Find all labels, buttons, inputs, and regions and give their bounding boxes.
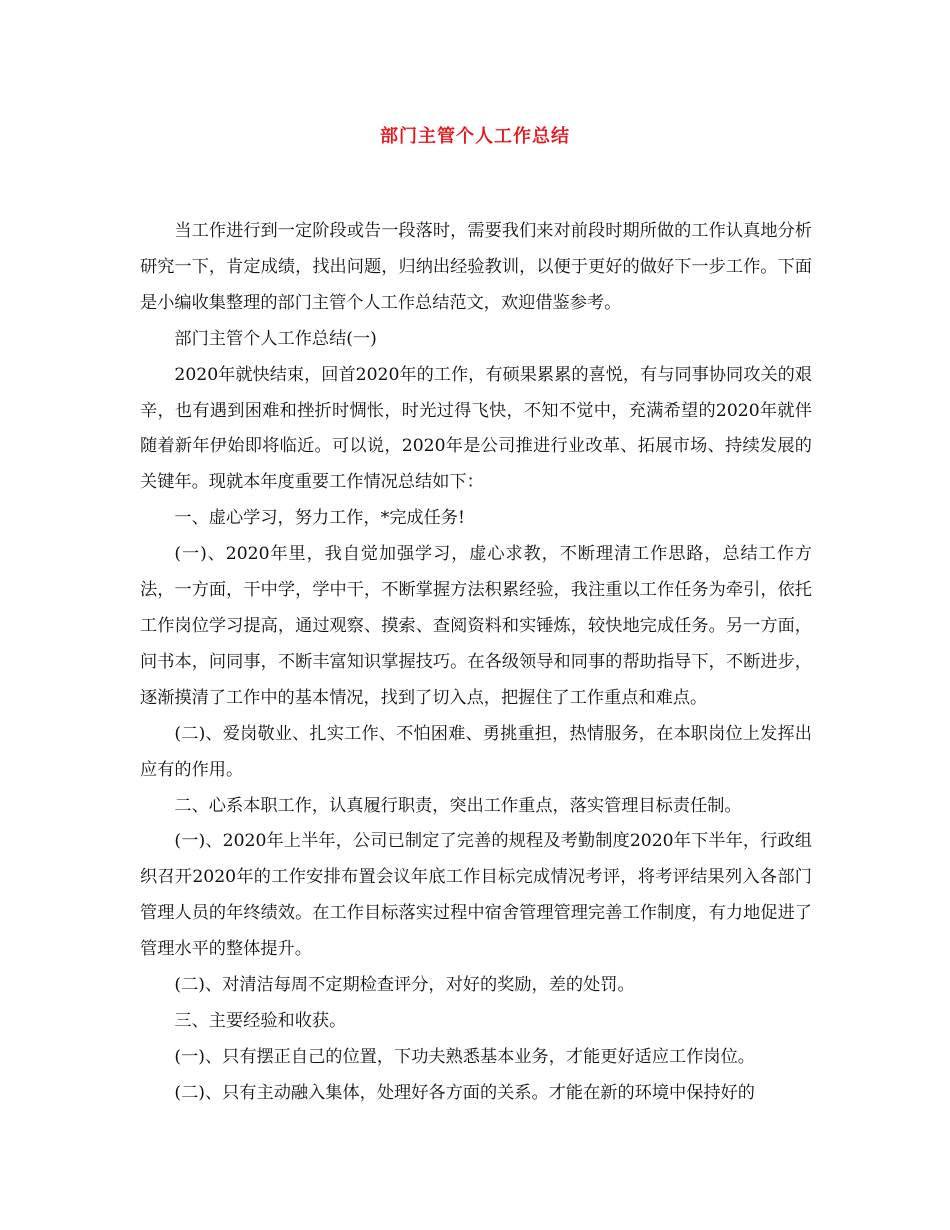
subheading: 二、心系本职工作，认真履行职责，突出工作重点，落实管理目标责任制。 <box>174 795 742 816</box>
paragraph: (二)、爱岗敬业、扎实工作、不怕困难、勇挑重担，热情服务，在本职岗位上发挥出应有的作用。 <box>140 723 812 780</box>
section-heading: 部门主管个人工作总结(一) <box>174 328 377 349</box>
paragraph: (一)、只有摆正自己的位置，下功夫熟悉基本业务，才能更好适应工作岗位。 <box>174 1046 755 1067</box>
paragraph: (一)、2020年里，我自觉加强学习，虚心求教，不断理清工作思路，总结工作方法，一方面，干中学，学中干，不断掌握方法积累经验，我注重以工作任务为牵引，依托工作岗位学习提高，通过观察、摸索、查阅资料和实锤炼，较快地完成任务。另一方面，问书本，问同事，不断丰富知识掌握技巧。在各级领导和同事的帮助指导下，不断进步，逐渐摸清了工作中的基本情况，找到了切入点，把握住了工作重点和难点。 <box>140 544 812 708</box>
paragraph-intro: 当工作进行到一定阶段或告一段落时，需要我们来对前段时期所做的工作认真地分析研究一下，肯定成绩，找出问题，归纳出经验教训，以便于更好的做好下一步工作。下面是小编收集整理的部门主管个人工作总结范文，欢迎借鉴参考。 <box>140 221 812 313</box>
subheading: 一、虚心学习，努力工作，*完成任务! <box>174 508 465 529</box>
paragraph: (一)、2020年上半年，公司已制定了完善的规程及考勤制度2020年下半年，行政组织召开2020年的工作安排布置会议年底工作目标完成情况考评，将考评结果列入各部门管理人员的年终绩效。在工作目标落实过程中宿舍管理管理完善工作制度，有力地促进了管理水平的整体提升。 <box>140 831 812 960</box>
paragraph: 2020年就快结束，回首2020年的工作，有硕果累累的喜悦，有与同事协同攻关的艰辛，也有遇到困难和挫折时惆怅，时光过得飞快，不知不觉中，充满希望的2020年就伴随着新年伊始即将临近。可以说，2020年是公司推进行业改革、拓展市场、持续发展的关键年。现就本年度重要工作情况总结如下： <box>140 364 812 493</box>
paragraph: (二)、只有主动融入集体，处理好各方面的关系。才能在新的环境中保持好的 <box>174 1082 755 1103</box>
document-body <box>140 214 812 1112</box>
document-title: 部门主管个人工作总结 <box>380 126 570 147</box>
subheading: 三、主要经验和收获。 <box>174 1010 347 1031</box>
paragraph: (二)、对清洁每周不定期检查评分，对好的奖励，差的处罚。 <box>174 975 635 996</box>
